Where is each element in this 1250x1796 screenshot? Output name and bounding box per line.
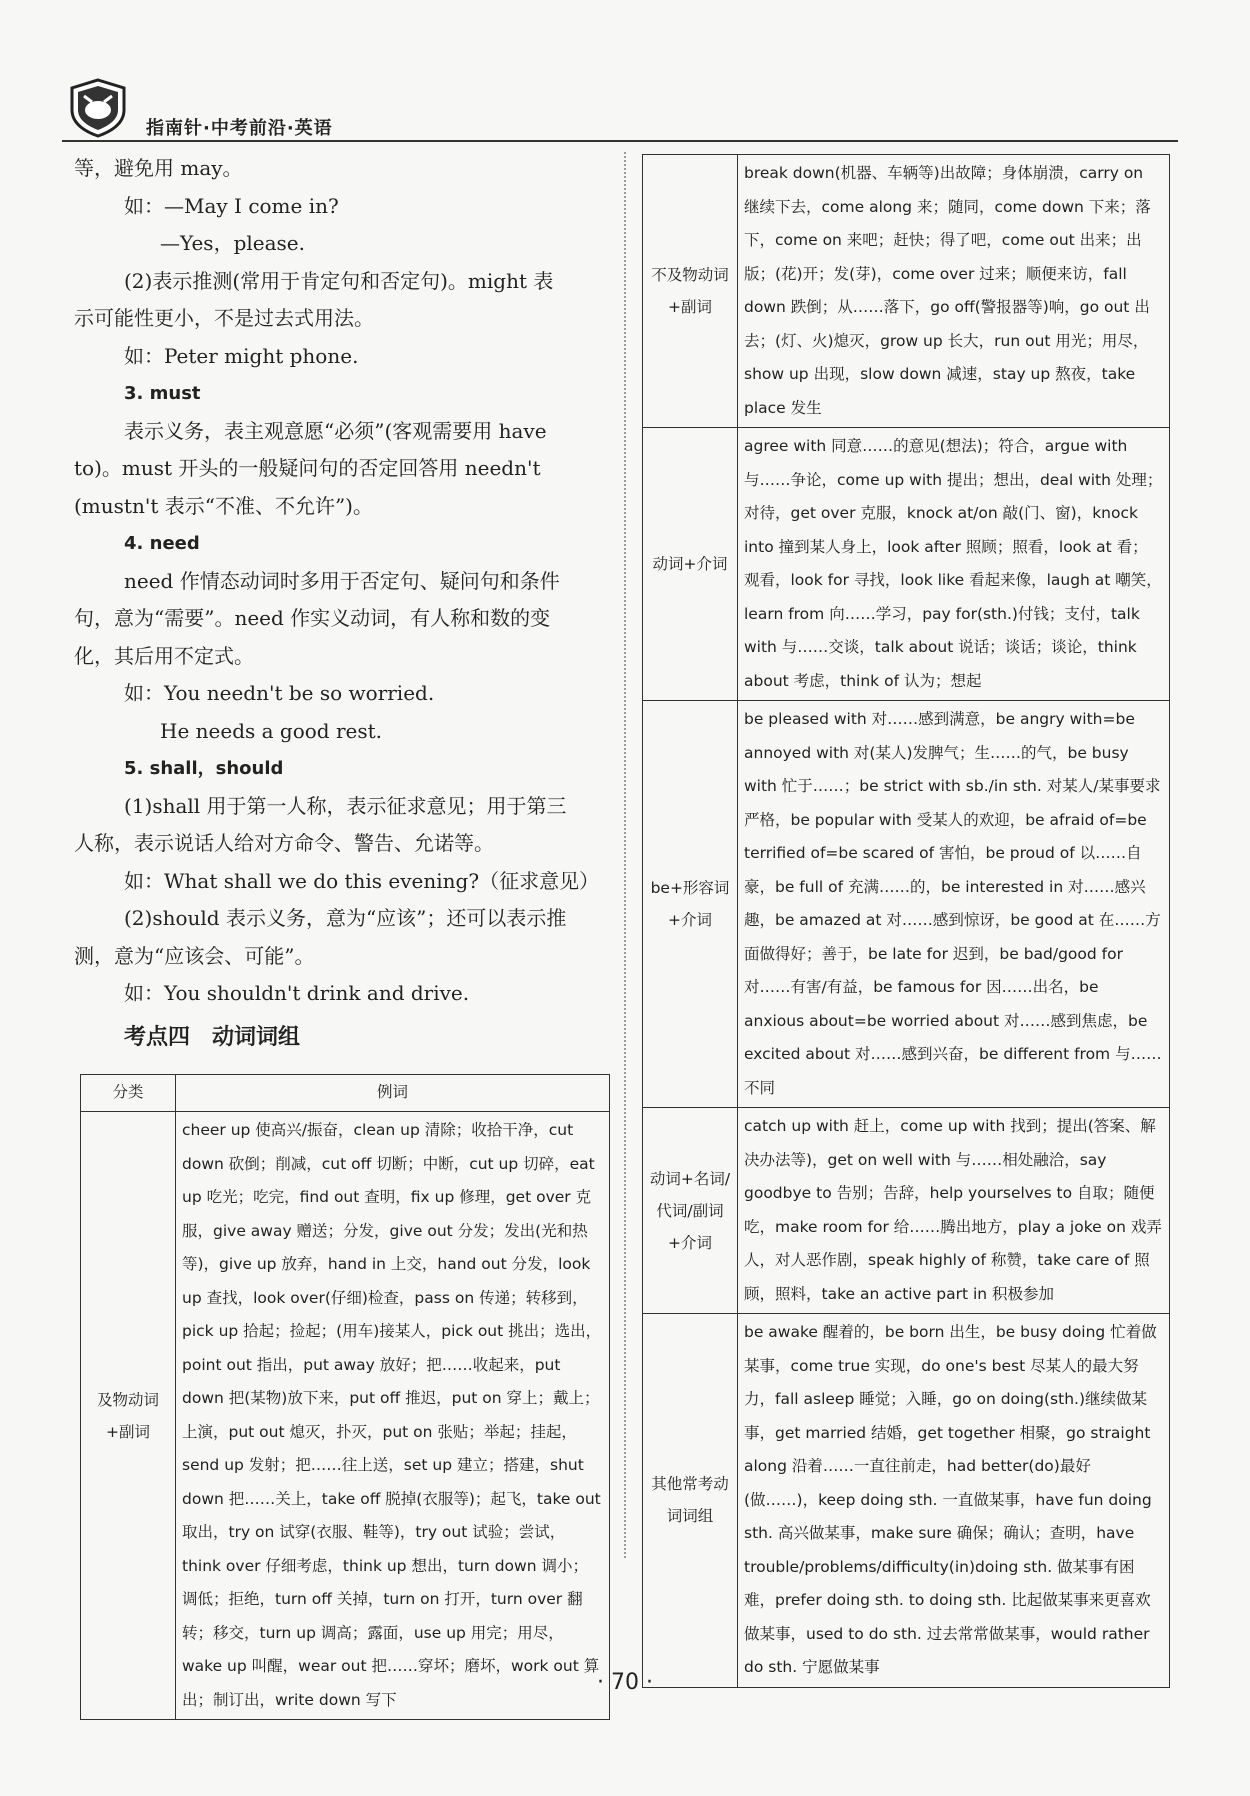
table-row bbox=[643, 155, 1170, 428]
section-title: 考点四 动词词组 bbox=[124, 1024, 301, 1050]
table-row bbox=[643, 1314, 1170, 1688]
example-line: 如：What shall we do this evening?（征求意见） bbox=[124, 868, 600, 893]
section-heading-shall-should: 5. shall，should bbox=[124, 758, 284, 779]
paragraph: 等，避免用 may。 bbox=[74, 156, 243, 180]
paragraph: 句，意为“需要”。need 作实义动词，有人称和数的变 bbox=[74, 606, 551, 630]
examples-cell: break down(机器、车辆等)出故障；身体崩溃，carry on 继续下去，come along 来；随同，come down 下来；落下，come on 来吧；赶快；得了吧，come out 出来；出版；(花)开；发(芽)，come over 过来；顺便来访，fall down 跌倒；从……落下，go off(警报器等)响，go out 出去；(灯、火)熄灭，grow up 长大，run out 用光；用尽，show up 出现，slow down 减速，stay up 熬夜，take place 发生 bbox=[738, 155, 1170, 428]
table-row bbox=[643, 428, 1170, 701]
example-line: 如：Peter might phone. bbox=[124, 343, 359, 368]
examples-cell: catch up with 赶上，come up with 找到；提出(答案、解决办法等)，get on well with 与……相处融洽，say goodbye to 告别；告辞，help yourselves to 自取；随便吃，make room for 给……腾出地方，play a joke on 戏弄人，对人恶作剧，speak highly of 称赞，take care of 照顾，照料，take an active part in 积极参加 bbox=[738, 1108, 1170, 1314]
paragraph: (mustn't 表示“不准、不允许”)。 bbox=[74, 493, 373, 518]
example-line: He needs a good rest. bbox=[160, 718, 382, 743]
paragraph: 测，意为“应该会、可能”。 bbox=[74, 943, 315, 968]
phrase-table-right bbox=[642, 154, 1170, 1688]
paragraph: 示可能性更小，不是过去式用法。 bbox=[74, 306, 374, 330]
category-cell: 不及物动词+副词 bbox=[643, 155, 738, 428]
example-line: 如：You shouldn't drink and drive. bbox=[124, 981, 470, 1005]
example-line: 如：You needn't be so worried. bbox=[124, 681, 435, 705]
paragraph: need 作情态动词时多用于否定句、疑问句和条件 bbox=[124, 568, 560, 593]
section-heading-must: 3. must bbox=[124, 383, 201, 404]
category-cell: be+形容词+介词 bbox=[643, 701, 738, 1108]
table-header-row bbox=[81, 1075, 610, 1112]
paragraph: 人称，表示说话人给对方命令、警告、允诺等。 bbox=[74, 831, 494, 855]
examples-cell: cheer up 使高兴/振奋，clean up 清除；收拾干净，cut down 砍倒；削减，cut off 切断；中断，cut up 切碎，eat up 吃光；吃完，find out 查明，fix up 修理，get over 克服，give away 赠送；分发，give out 分发；发出(光和热等)，give up 放弃，hand in 上交，hand out 分发，look up 查找，look over(仔细)检查，pass on 传递；转移到，pick up 拾起；捡起；(用车)接某人，pick out 挑出；选出，point out 指出，put away 放好；把……收起来，put down 把(某物)放下来，put off 推迟，put on 穿上；戴上；上演，put out 熄灭，扑灭，put on 张贴；举起；挂起，send up 发射；把……往上送，set up 建立；搭建，shut down 把……关上，take off 脱掉(衣服等)；起飞，take out 取出，try on 试穿(衣服、鞋等)，try out 试验；尝试，think over 仔细考虑，think up 想出，turn down 调小；调低；拒绝，turn off 关掉，turn on 打开，turn over 翻转；移交，turn up 调高；露面，use up 用完；用尽，wake up 叫醒，wear out 把……穿坏；磨坏，work out 算出；制订出，write down 写下 bbox=[176, 1112, 610, 1720]
examples-cell: agree with 同意……的意见(想法)；符合，argue with 与……争论，come up with 提出；想出，deal with 处理；对待，get over 克服，knock at/on 敲(门、窗)，knock into 撞到某人身上，look after 照顾；照看，look at 看；观看，look for 寻找，look like 看起来像，laugh at 嘲笑，learn from 向……学习，pay for(sth.)付钱；支付，talk with 与……交谈，talk about 说话；谈话；谈论，think about 考虑，think of 认为；想起 bbox=[738, 428, 1170, 701]
paragraph: to)。must 开头的一般疑问句的否定回答用 needn't bbox=[74, 456, 541, 480]
examples-cell: be pleased with 对……感到满意，be angry with=be annoyed with 对(某人)发脾气；生……的气，be busy with 忙于……；be strict with sb./in sth. 对某人/某事要求严格，be popular with 受某人的欢迎，be afraid of=be terrified of=be scared of 害怕，be proud of 以……自豪，be full of 充满……的，be interested in 对……感兴趣，be amazed at 对……感到惊讶，be good at 在……方面做得好；善于，be late for 迟到，be bad/good for 对……有害/有益，be famous for 因……出名，be anxious about=be worried about 对……感到焦虑，be excited about 对……感到兴奋，be different from 与……不同 bbox=[738, 701, 1170, 1108]
page-header bbox=[62, 70, 1178, 144]
paragraph: 表示义务，表主观意愿“必须”(客观需要用 have bbox=[124, 418, 547, 443]
table-row bbox=[643, 1108, 1170, 1314]
left-column bbox=[74, 150, 614, 1056]
category-cell: 及物动词+副词 bbox=[81, 1112, 176, 1720]
examples-cell: be awake 醒着的，be born 出生，be busy doing 忙着做某事，come true 实现，do one's best 尽某人的最大努力，fall asleep 睡觉；入睡，go on doing(sth.)继续做某事，get married 结婚，get together 相聚，go straight along 沿着……一直往前走，had better(do)最好(做……)，keep doing sth. 一直做某事，have fun doing sth. 高兴做某事，make sure 确保；确认；查明，have trouble/problems/difficulty(in)doing sth. 做某事有困难，prefer doing sth. to doing sth. 比起做某事来更喜欢做某事，used to do sth. 过去常常做某事，would rather do sth. 宁愿做某事 bbox=[738, 1314, 1170, 1688]
category-cell: 动词+名词/代词/副词+介词 bbox=[643, 1108, 738, 1314]
column-divider bbox=[624, 152, 626, 1558]
category-cell: 其他常考动词词组 bbox=[643, 1314, 738, 1688]
paragraph: (1)shall 用于第一人称，表示征求意见；用于第三 bbox=[124, 793, 567, 818]
page-number: · 70 · bbox=[597, 1670, 653, 1695]
phrase-table-left bbox=[80, 1074, 610, 1720]
table-row bbox=[81, 1112, 610, 1720]
paragraph: (2)should 表示义务，意为“应该”；还可以表示推 bbox=[124, 906, 567, 930]
category-cell: 动词+介词 bbox=[643, 428, 738, 701]
table-row bbox=[643, 701, 1170, 1108]
example-line: —Yes，please. bbox=[160, 231, 305, 255]
publisher-logo-icon bbox=[66, 76, 130, 138]
header-rule bbox=[62, 140, 1178, 142]
section-heading-need: 4. need bbox=[124, 533, 200, 554]
paragraph: (2)表示推测(常用于肯定句和否定句)。might 表 bbox=[124, 268, 554, 293]
example-line: 如：—May I come in? bbox=[124, 193, 339, 218]
paragraph: 化，其后用不定式。 bbox=[74, 643, 254, 668]
column-header: 分类 bbox=[81, 1075, 176, 1112]
column-header: 例词 bbox=[176, 1075, 610, 1112]
header-title: 指南针·中考前沿·英语 bbox=[146, 118, 333, 139]
